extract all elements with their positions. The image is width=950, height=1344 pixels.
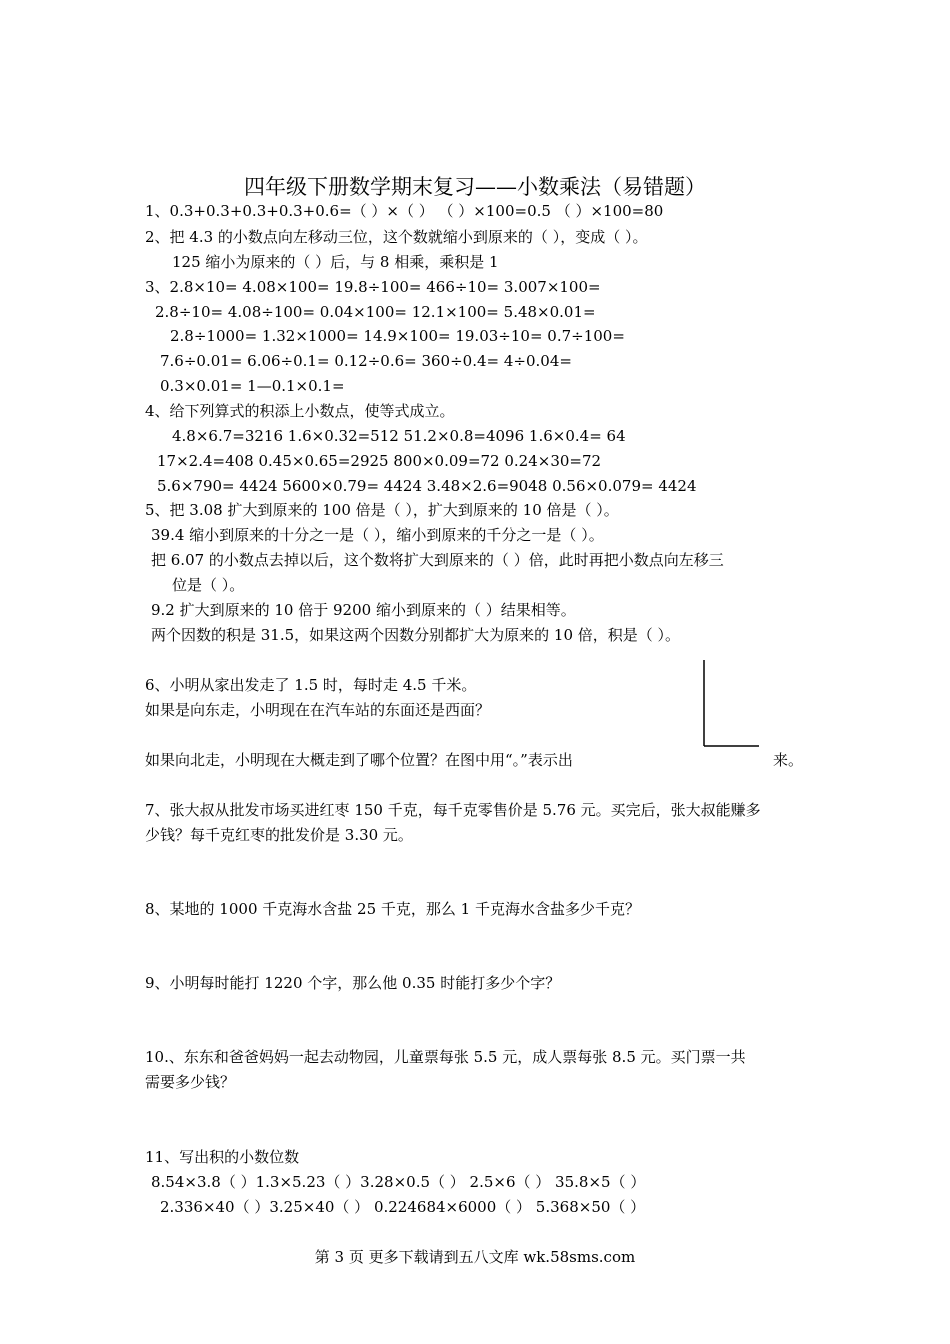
question-4-line-2: 4.8×6.7=3216 1.6×0.32=512 51.2×0.8=4096 1.6×0.4= 64	[172, 427, 626, 445]
question-4-line-3: 17×2.4=408 0.45×0.65=2925 800×0.09=72 0.24×30=72	[157, 452, 602, 470]
question-11-line-3: 2.336×40（ ）3.25×40（ ） 0.224684×6000（ ） 5.368×50（ ）	[160, 1198, 646, 1216]
question-5-line-5: 9.2 扩大到原来的 10 倍于 9200 缩小到原来的（ ）结果相等。	[151, 601, 576, 619]
question-5-line-3: 把 6.07 的小数点去掉以后，这个数将扩大到原来的（ ）倍，此时再把小数点向左移三	[151, 551, 724, 569]
question-3-line-1: 3、2.8×10= 4.08×100= 19.8÷100= 466÷10= 3.007×100=	[145, 278, 601, 296]
question-5-line-2: 39.4 缩小到原来的十分之一是（ ），缩小到原来的千分之一是（ ）。	[151, 526, 604, 544]
question-3-line-2: 2.8÷10= 4.08÷100= 0.04×100= 12.1×100= 5.48×0.01=	[155, 303, 596, 321]
question-4-line-1: 4、给下列算式的积添上小数点，使等式成立。	[145, 402, 455, 420]
question-10-line-2: 需要多少钱？	[145, 1073, 236, 1091]
page-title: 四年级下册数学期末复习——小数乘法（易错题）	[244, 175, 706, 199]
question-5-line-4: 位是（ ）。	[172, 576, 245, 594]
question-4-line-4: 5.6×790= 4424 5600×0.79= 4424 3.48×2.6=9048 0.56×0.079= 4424	[157, 477, 697, 495]
question-3-line-3: 2.8÷1000= 1.32×1000= 14.9×100= 19.03÷10= 0.7÷100=	[170, 327, 625, 345]
question-11-line-1: 11、写出积的小数位数	[145, 1148, 300, 1166]
question-3-line-4: 7.6÷0.01= 6.06÷0.1= 0.12÷0.6= 360÷0.4= 4÷0.04=	[160, 352, 572, 370]
question-6-line-3-end: 来。	[773, 751, 804, 769]
question-11-line-2: 8.54×3.8（ ）1.3×5.23（ ）3.28×0.5（ ） 2.5×6（ ） 35.8×5（ ）	[151, 1173, 646, 1191]
question-6-line-2: 如果是向东走，小明现在在汽车站的东面还是西面？	[145, 701, 491, 719]
question-6-line-3: 如果向北走，小明现在大概走到了哪个位置？在图中用“。”表示出	[145, 751, 573, 769]
question-1: 1、0.3+0.3+0.3+0.3+0.6=（ ）×（ ） （ ）×100=0.5 （ ）×100=80	[145, 202, 664, 220]
question-7-line-2: 少钱？每千克红枣的批发价是 3.30 元。	[145, 826, 413, 844]
question-8: 8、某地的 1000 千克海水含盐 25 千克，那么 1 千克海水含盐多少千克？	[145, 900, 640, 918]
question-2-line-1: 2、把 4.3 的小数点向左移动三位，这个数就缩小到原来的（ ），变成（ ）。	[145, 228, 648, 246]
question-6-line-1: 6、小明从家出发走了 1.5 时，每时走 4.5 千米。	[145, 676, 477, 694]
question-2-line-2: 125 缩小为原来的（ ）后，与 8 相乘，乘积是 1	[172, 253, 499, 271]
question-3-line-5: 0.3×0.01= 1—0.1×0.1=	[160, 377, 345, 395]
question-10-line-1: 10.、东东和爸爸妈妈一起去动物园，儿童票每张 5.5 元，成人票每张 8.5 元。买门票一共	[145, 1048, 746, 1066]
question-7-line-1: 7、张大叔从批发市场买进红枣 150 千克，每千克零售价是 5.76 元。买完后，张大叔能赚多	[145, 801, 761, 819]
page-footer: 第 3 页 更多下载请到五八文库 wk.58sms.com	[314, 1248, 636, 1266]
question-5-line-1: 5、把 3.08 扩大到原来的 100 倍是（ ），扩大到原来的 10 倍是（ ）。	[145, 501, 619, 519]
question-5-line-6: 两个因数的积是 31.5，如果这两个因数分别都扩大为原来的 10 倍，积是（ ）。	[151, 626, 681, 644]
direction-diagram	[703, 660, 759, 748]
question-9: 9、小明每时能打 1220 个字，那么他 0.35 时能打多少个字？	[145, 974, 561, 992]
